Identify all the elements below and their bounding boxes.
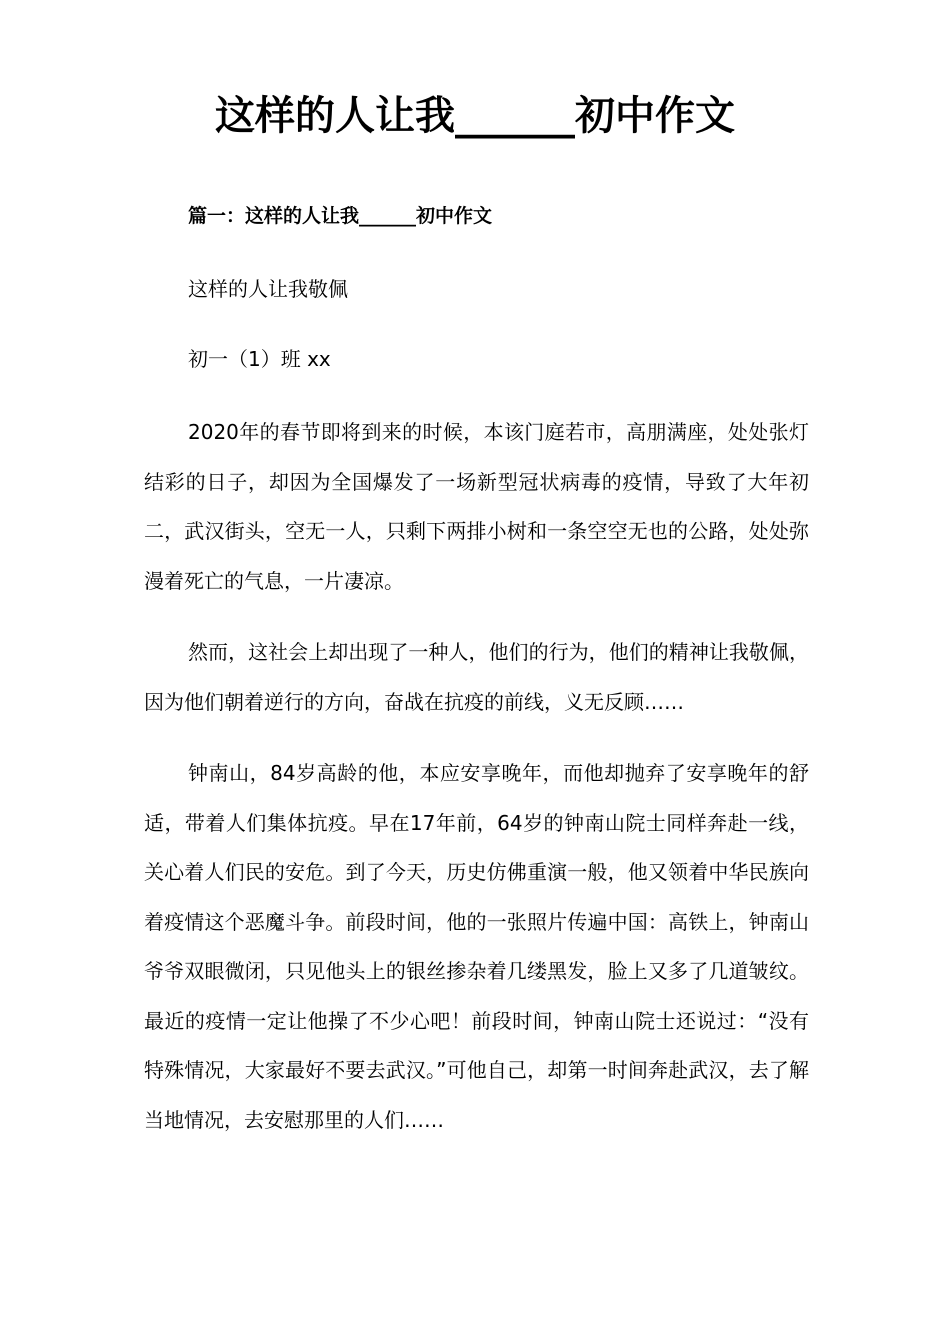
- essay-title: 这样的人让我敬佩: [188, 277, 348, 301]
- body-paragraph: 然而，这社会上却出现了一种人，他们的行为，他们的精神让我敬佩，因为他们朝着逆行的方向，奋战在抗疫的前线，义无反顾……: [144, 640, 809, 714]
- body-paragraph: 2020年的春节即将到来的时候，本该门庭若市，高朋满座，处处张灯结彩的日子，却因为全国爆发了一场新型冠状病毒的疫情，导致了大年初二，武汉街头，空无一人，只剩下两排小树和一条空空无也的公路，处处弥漫着死亡的气息，一片凄凉。: [144, 420, 809, 593]
- section-heading: 篇一：这样的人让我______初中作文: [188, 205, 493, 227]
- body-paragraph: 钟南山，84岁高龄的他，本应安享晚年，而他却抛弃了安享晚年的舒适，带着人们集体抗疫。早在17年前，64岁的钟南山院士同样奔赴一线，关心着人们民的安危。到了今天，历史仿佛重演一般，他又领着中华民族向着疫情这个恶魔斗争。前段时间，他的一张照片传遍中国：高铁上，钟南山爷爷双眼微闭，只见他头上的银丝掺杂着几缕黑发，脸上又多了几道皱纹。最近的疫情一定让他操了不少心吧！前段时间，钟南山院士还说过：“没有特殊情况，大家最好不要去武汉。”可他自己，却第一时间奔赴武汉，去了解当地情况，去安慰那里的人们……: [144, 761, 809, 1132]
- document-title: 这样的人让我______初中作文: [215, 93, 735, 139]
- author-byline: 初一（1）班 xx: [188, 347, 331, 371]
